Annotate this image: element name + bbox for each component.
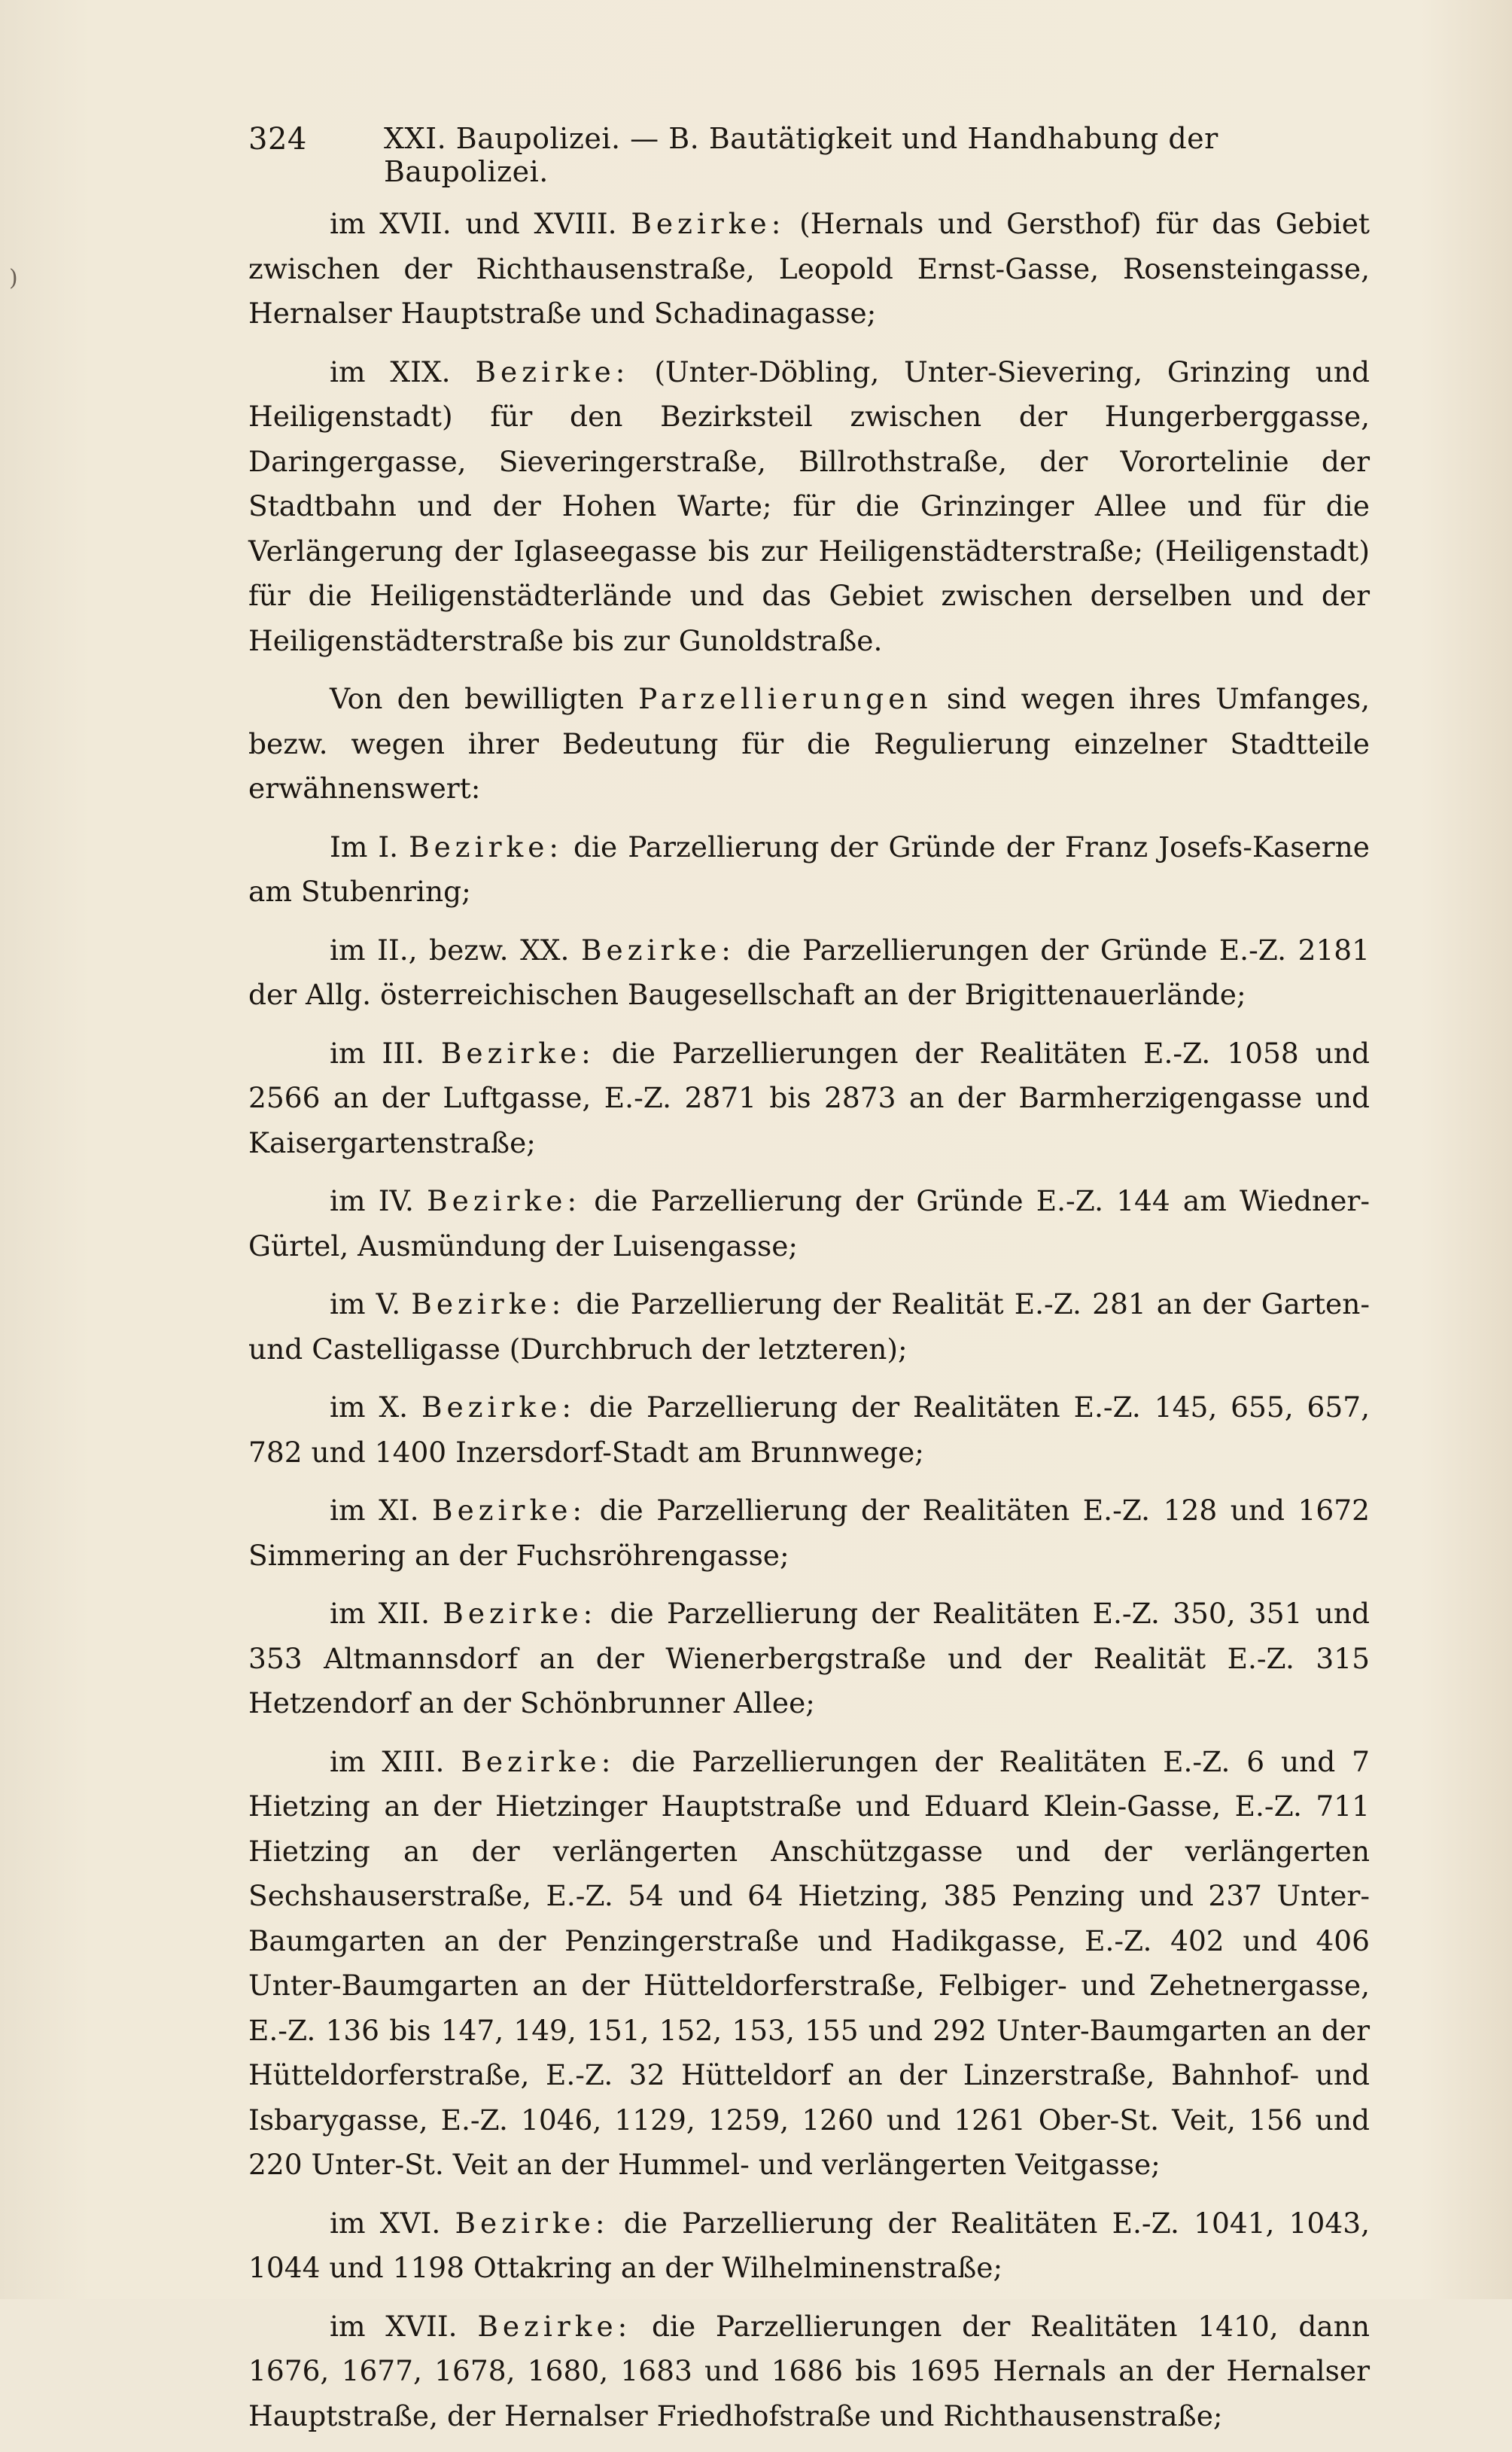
spaced-term: Parzellierungen bbox=[638, 682, 932, 715]
paragraph-lead: im XVI. bbox=[330, 2206, 441, 2240]
spaced-term: Bezirke: bbox=[461, 1744, 616, 1778]
spaced-term: Bezirke: bbox=[432, 1494, 587, 1527]
paragraph-text: die Parzellierung der Realitäten E.-Z. 145, 655, 657, 782 und 1400 Inzersdorf-Stadt am Brunnwege; bbox=[248, 1390, 1371, 1469]
paragraph-bezirk-3 bbox=[248, 1031, 1370, 1166]
paragraph-lead: Im I. bbox=[330, 830, 399, 864]
paragraph-text: die Parzellierung der Realitäten E.-Z. 350, 351 und 353 Altmannsdorf an der Wienerbergstraße und der Realität E.-Z. 315 Hetzendorf an der Schönbrunner Allee; bbox=[248, 1597, 1371, 1719]
spaced-term: Bezirke: bbox=[411, 1287, 566, 1320]
paragraph-lead: im II., bezw. XX. bbox=[330, 933, 570, 967]
paragraph-bezirk-16 bbox=[248, 2201, 1370, 2291]
paragraph-bezirk-2-20 bbox=[248, 928, 1370, 1018]
paragraph-lead: im XVII. und XVIII. bbox=[330, 207, 617, 240]
paragraph-text: die Parzellierungen der Gründe E.-Z. 2181 der Allg. österreichischen Baugesellschaft an der Brigittenauerlände; bbox=[248, 933, 1371, 1011]
paragraph-lead: im III. bbox=[330, 1036, 424, 1070]
spaced-term: Bezirke: bbox=[477, 2309, 632, 2343]
paragraph-text: (Unter-Döbling, Unter-Sievering, Grinzing und Heiligenstadt) für den Bezirksteil zwischen der Hungerberggasse, Daringergasse, Sieveringerstraße, Billrothstraße, der Vorortelinie der Stadtbahn und der Hohen Warte; für die Grinzinger Allee und für die Verlängerung der Iglaseegasse bis zur Heiligenstädterstraße; (Heiligenstadt) für die Heiligenstädterlände und das Gebiet zwischen derselben und der Heiligenstädterstraße bis zur Gunoldstraße. bbox=[248, 355, 1371, 657]
paragraph-text: die Parzellierungen der Realitäten 1410, dann 1676, 1677, 1678, 1680, 1683 und 1686 bis 1695 Hernals an der Hernalser Hauptstraße, der Hernalser Friedhofstraße und Richthausenstraße; bbox=[248, 2309, 1371, 2432]
page-number: 324 bbox=[248, 122, 307, 157]
paragraph-text: die Parzellierung der Gründe E.-Z. 144 am Wiedner-Gürtel, Ausmündung der Luisengasse; bbox=[248, 1184, 1371, 1263]
page-header bbox=[248, 122, 1377, 188]
spaced-term: Bezirke: bbox=[580, 933, 735, 967]
paragraph-lead: im X. bbox=[330, 1390, 409, 1424]
paragraph-text: die Parzellierung der Realitäten E.-Z. 1041, 1043, 1044 und 1198 Ottakring an der Wilhelminenstraße; bbox=[248, 2206, 1371, 2284]
paragraph-lead: im XVII. bbox=[330, 2309, 458, 2343]
paragraph-bezirk-17 bbox=[248, 2304, 1370, 2439]
spaced-term: Bezirke: bbox=[475, 355, 630, 388]
paragraph-bezirk-19 bbox=[248, 350, 1370, 664]
margin-mark: ) bbox=[9, 265, 18, 291]
paragraph-lead: Von den bewilligten bbox=[330, 682, 624, 715]
paragraph-lead: im V. bbox=[330, 1287, 401, 1320]
spaced-term: Bezirke: bbox=[455, 2206, 610, 2240]
running-title: XXI. Baupolizei. — B. Bautätigkeit und Handhabung der Baupolizei. bbox=[384, 122, 1218, 188]
paragraph-bezirk-4 bbox=[248, 1179, 1370, 1269]
paragraph-parzellierungen-intro bbox=[248, 677, 1370, 812]
spaced-term: Bezirke: bbox=[427, 1184, 582, 1217]
paragraph-text: die Parzellierungen der Realitäten E.-Z. 6 und 7 Hietzing an der Hietzinger Hauptstraße und Eduard Klein-Gasse, E.-Z. 711 Hietzing an der verlängerten Anschützgasse und der verlängerten Sechshauserstraße, E.-Z. 54 und 64 Hietzing, 385 Penzing und 237 Unter-Baumgarten an der Penzingerstraße und Hadikgasse, E.-Z. 402 und 406 Unter-Baumgarten an der Hütteldorferstraße, Felbiger- und Zehetnergasse, E.-Z. 136 bis 147, 149, 151, 152, 153, 155 und 292 Unter-Baumgarten an der Hütteldorferstraße, E.-Z. 32 Hütteldorf an der Linzerstraße, Bahnhof- und Isbarygasse, E.-Z. 1046, 1129, 1259, 1260 und 1261 Ober-St. Veit, 156 und 220 Unter-St. Veit an der Hummel- und verlängerten Veitgasse; bbox=[248, 1744, 1371, 2181]
paragraph-lead: im XIII. bbox=[330, 1744, 445, 1778]
body-text bbox=[248, 202, 1370, 2452]
spaced-term: Bezirke: bbox=[631, 207, 786, 240]
paragraph-bezirk-5 bbox=[248, 1282, 1370, 1372]
paragraph-lead: im IV. bbox=[330, 1184, 414, 1217]
paragraph-text: die Parzellierungen der Realitäten E.-Z. 1058 und 2566 an der Luftgasse, E.-Z. 2871 bis 2873 an der Barmherzigengasse und Kaisergartenstraße; bbox=[248, 1036, 1371, 1159]
spaced-term: Bezirke: bbox=[443, 1597, 598, 1630]
paragraph-text: die Parzellierung der Gründe der Franz Josefs-Kaserne am Stubenring; bbox=[248, 830, 1371, 908]
paragraph-lead: im XIX. bbox=[330, 355, 451, 388]
paragraph-text: die Parzellierung der Realität E.-Z. 281 an der Garten- und Castelligasse (Durchbruch der letzteren); bbox=[248, 1287, 1371, 1366]
spaced-term: Bezirke: bbox=[421, 1390, 576, 1424]
paragraph-bezirk-13 bbox=[248, 1740, 1370, 2188]
paragraph-lead: im XII. bbox=[330, 1597, 430, 1630]
spaced-term: Bezirke: bbox=[440, 1036, 595, 1070]
spaced-term: Bezirke: bbox=[409, 830, 564, 864]
paragraph-bezirk-17-18 bbox=[248, 202, 1370, 337]
paragraph-bezirk-1 bbox=[248, 825, 1370, 915]
paragraph-bezirk-11 bbox=[248, 1488, 1370, 1578]
paragraph-lead: im XI. bbox=[330, 1494, 419, 1527]
paragraph-bezirk-10 bbox=[248, 1385, 1370, 1475]
paragraph-text: sind wegen ihres Umfanges, bezw. wegen ihrer Bedeutung für die Regulierung einzelner Stadtteile erwähnenswert: bbox=[248, 682, 1371, 805]
paragraph-text: die Parzellierung der Realitäten E.-Z. 128 und 1672 Simmering an der Fuchsröhrengasse; bbox=[248, 1494, 1370, 1572]
paragraph-bezirk-12 bbox=[248, 1592, 1370, 1726]
paragraph-text: (Hernals und Gersthof) für das Gebiet zwischen der Richthausenstraße, Leopold Ernst-Gasse, Rosensteingasse, Hernalser Hauptstraße und Schadinagasse; bbox=[248, 207, 1370, 330]
